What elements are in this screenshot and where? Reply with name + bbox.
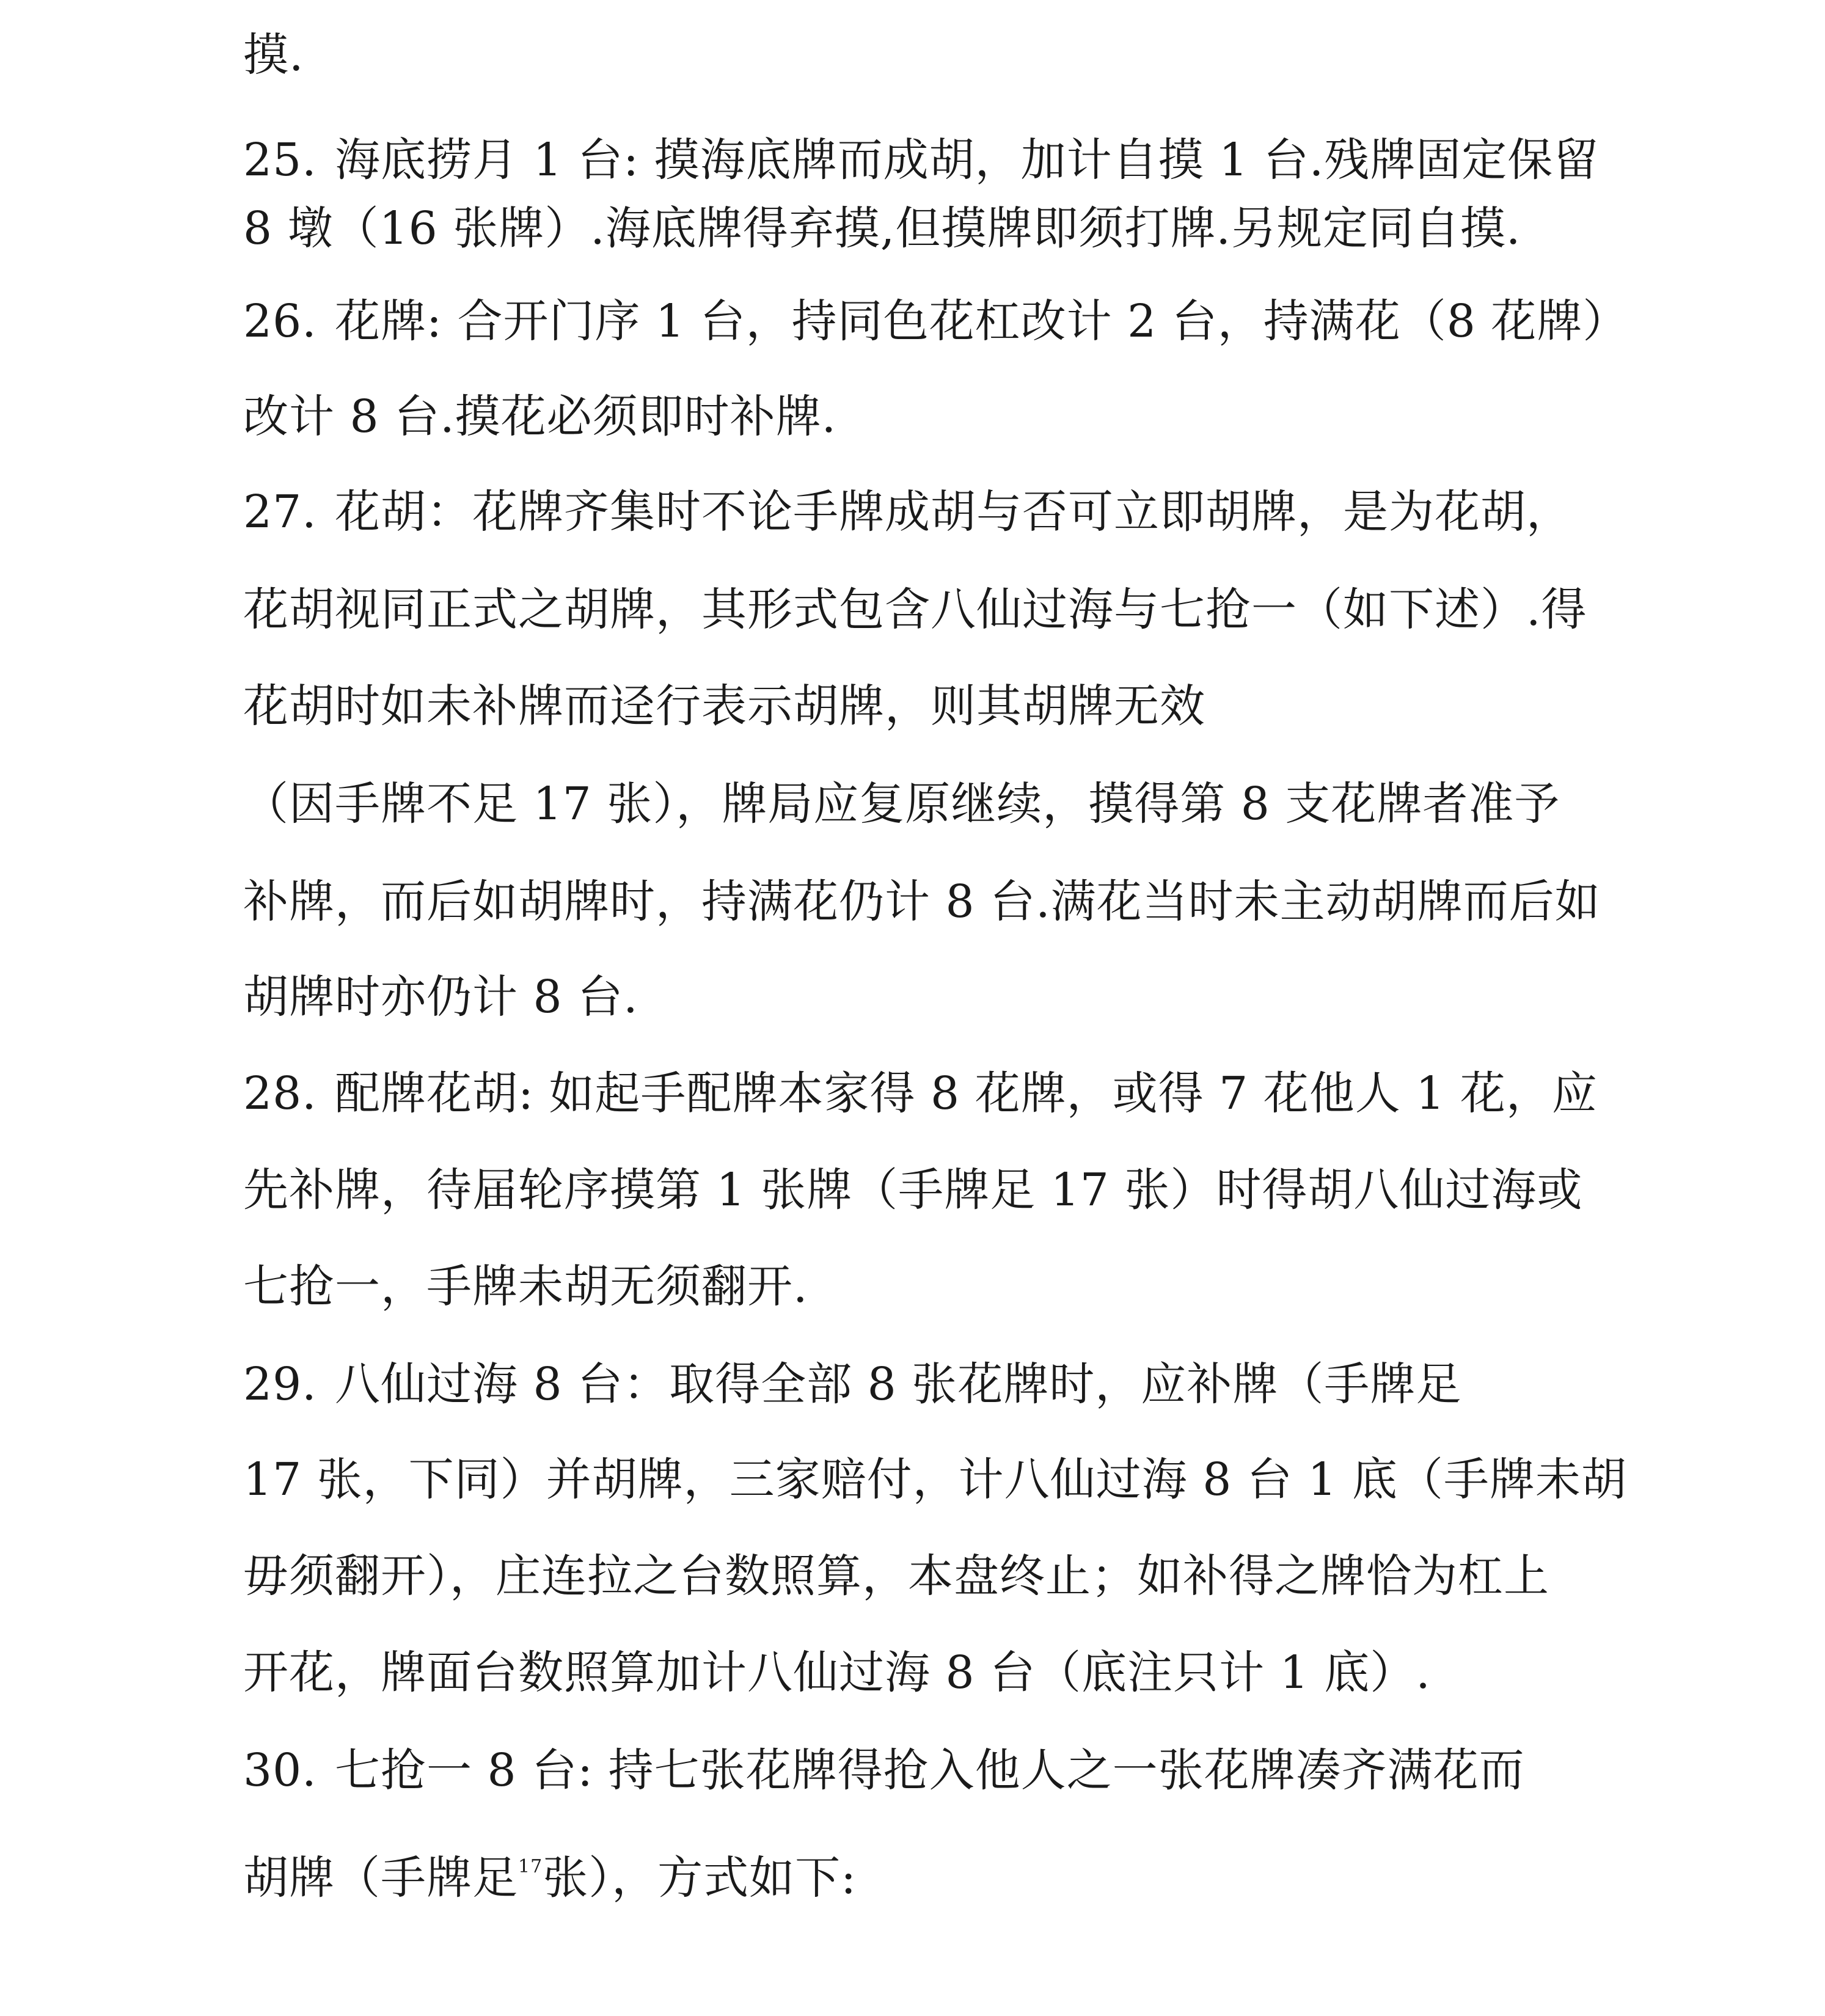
- item-number: 26.: [243, 295, 317, 348]
- item-number: 30.: [243, 1744, 317, 1797]
- item-number: 25.: [243, 134, 317, 186]
- item-number: 29.: [243, 1358, 317, 1411]
- text-line: 先补牌，待届轮序摸第 1 张牌（手牌足 17 张）时得胡八仙过海或: [243, 1164, 1583, 1216]
- text-line: 七抢一，手牌未胡无须翻开.: [243, 1260, 808, 1313]
- list-item-27: 27. 花胡：花牌齐集时不论手牌成胡与否可立即胡牌，是为花胡，: [243, 483, 1572, 541]
- text-line: 摸.: [243, 29, 304, 81]
- text-line: 花胡视同正式之胡牌，其形式包含八仙过海与七抢一（如下述）.得: [243, 583, 1587, 636]
- text-line: 8 墩（16 张牌）.海底牌得弃摸,但摸牌即须打牌.另规定同自摸.: [243, 202, 1521, 255]
- text-line: 开花，牌面台数照算加计八仙过海 8 台（底注只计 1 底）.: [243, 1646, 1431, 1699]
- text-line: 补牌，而后如胡牌时，持满花仍计 8 台.满花当时未主动胡牌而后如: [243, 875, 1601, 928]
- list-item-25: 25. 海底捞月 1 台: 摸海底牌而成胡，加计自摸 1 台.残牌固定保留: [243, 131, 1599, 189]
- text-line: 毋须翻开），庄连拉之台数照算，本盘终止；如补得之牌恰为杠上: [243, 1550, 1549, 1602]
- text-line: 17 张，下同）并胡牌，三家赔付，计八仙过海 8 台 1 底（手牌未胡: [243, 1453, 1627, 1506]
- text-line: （因手牌不足 17 张），牌局应复原继续，摸得第 8 支花牌者准予: [243, 778, 1560, 830]
- text-line: 花胡时如未补牌而迳行表示胡牌，则其胡牌无效: [243, 680, 1205, 732]
- text-line: 胡牌时亦仍计 8 台.: [243, 971, 638, 1023]
- item-number: 27.: [243, 486, 317, 538]
- list-item-29: 29. 八仙过海 8 台：取得全部 8 张花牌时，应补牌（手牌足: [243, 1355, 1461, 1414]
- list-item-26: 26. 花牌: 合开门序 1 台，持同色花杠改计 2 台，持满花（8 花牌）: [243, 292, 1628, 351]
- text-line: 改计 8 台.摸花必须即时补牌.: [243, 390, 837, 443]
- item-number: 28.: [243, 1067, 317, 1120]
- list-item-28: 28. 配牌花胡: 如起手配牌本家得 8 花牌，或得 7 花他人 1 花，应: [243, 1064, 1598, 1123]
- superscript-number: 17: [518, 1856, 543, 1877]
- text-line: 胡牌（手牌足$^{17}$张），方式如下:: [243, 1852, 857, 1904]
- list-item-30: 30. 七抢一 8 台: 持七张花牌得抢入他人之一张花牌凑齐满花而: [243, 1741, 1525, 1800]
